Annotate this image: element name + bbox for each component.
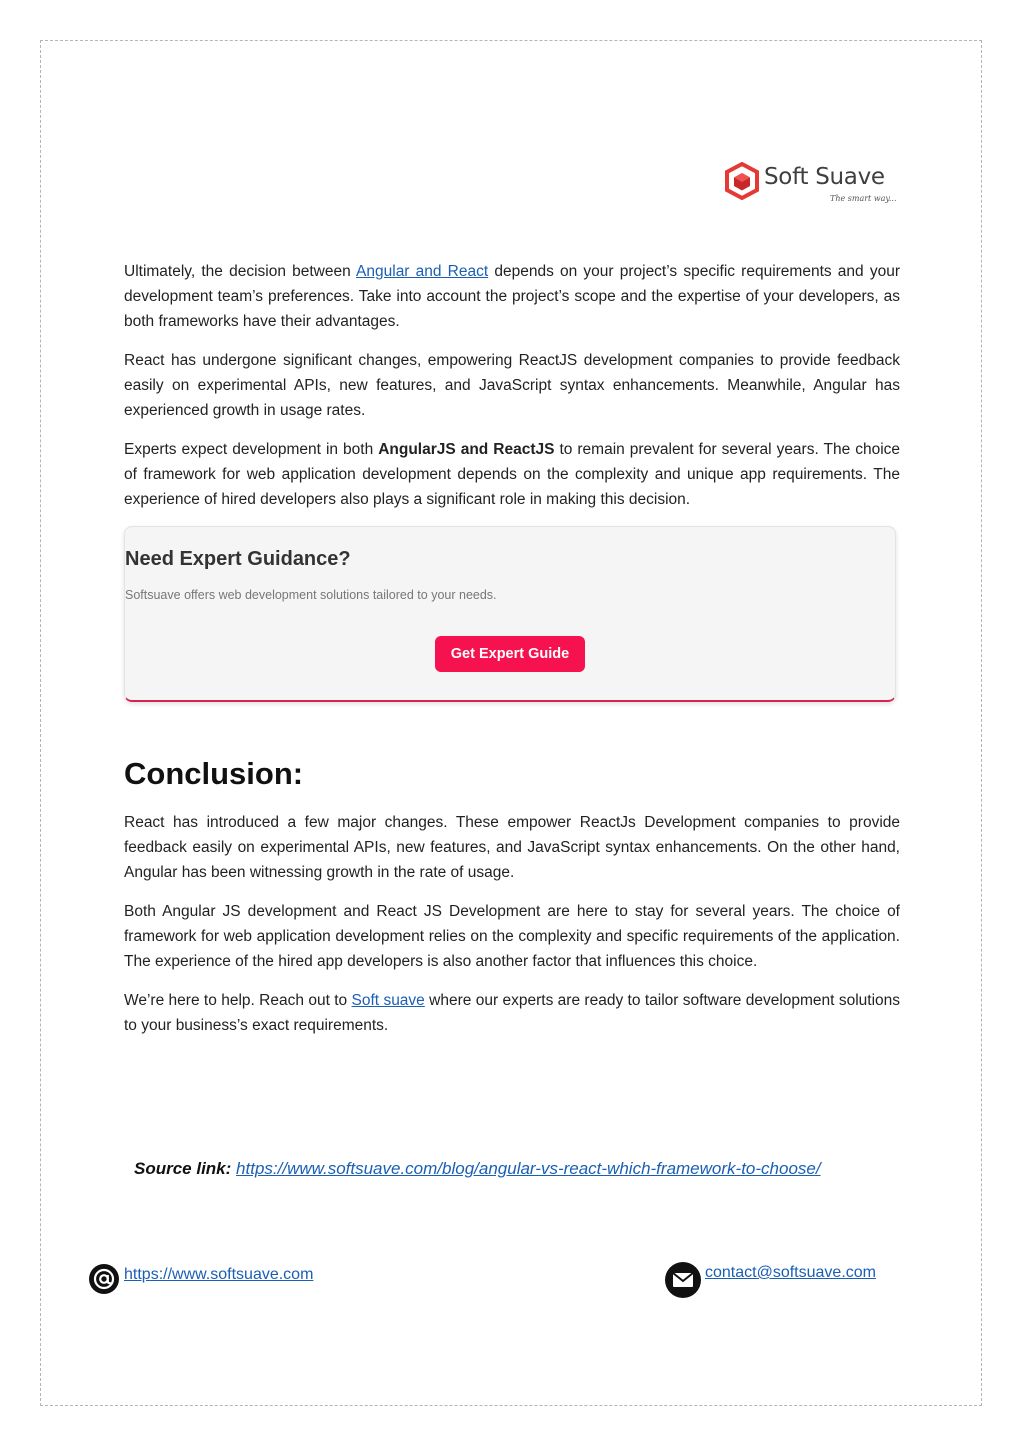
brand-name: Soft Suave [764,164,885,190]
source-link-block [134,1156,854,1182]
conclusion-paragraph-1: React has introduced a few major changes. These empower ReactJs Development companies to provide feedback easily on experimental APIs, new features, and JavaScript syntax enhancements. On the other hand, Angular has been witnessing growth in the rate of usage. [124,814,900,881]
document-body [124,259,900,1052]
conclusion-heading: Conclusion: [124,756,304,791]
get-expert-guide-button[interactable]: Get Expert Guide [435,636,585,672]
at-sign-icon [88,1263,120,1295]
expert-guidance-card [124,526,896,702]
intro-paragraph-1: Ultimately, the decision between Angular and React depends on your project’s specific requirements and your development team’s preferences. Take into account the project’s scope and the expertise of your developers, as both frameworks have their advantages. [124,263,900,330]
brand-tagline: The smart way... [830,194,897,203]
source-url-link[interactable]: https://www.softsuave.com/blog/angular-vs-react-which-framework-to-choose/ [236,1159,821,1178]
cta-subtitle: Softsuave offers web development solutions tailored to your needs. [125,588,497,602]
intro-paragraph-3: Experts expect development in both AngularJS and ReactJS to remain prevalent for several years. The choice of framework for web application development depends on the complexity and unique app requirements. The experience of hired developers also plays a significant role in making this decision. [124,441,901,508]
bold-frameworks: AngularJS and ReactJS [378,441,555,458]
soft-suave-link[interactable]: Soft suave [351,992,425,1009]
angular-react-link[interactable]: Angular and React [356,263,489,280]
soft-suave-logo-icon [724,162,760,200]
source-label: Source link: [134,1159,232,1178]
website-link[interactable]: https://www.softsuave.com [124,1266,314,1283]
conclusion-paragraph-2: Both Angular JS development and React JS Development are here to stay for several years. The choice of framework for web application development relies on the complexity and specific requirements of the application. The experience of the hired app developers is also another factor that influences this choice. [124,903,900,970]
email-link[interactable]: contact@softsuave.com [705,1264,876,1281]
brand-logo [724,160,897,206]
cta-title: Need Expert Guidance? [125,548,351,570]
intro-paragraph-2: React has undergone significant changes, empowering ReactJS development companies to provide feedback easily on experimental APIs, new features, and JavaScript syntax enhancements. Meanwhile, Angular has experienced growth in usage rates. [124,352,900,419]
conclusion-paragraph-3: We’re here to help. Reach out to Soft suave where our experts are ready to tailor software development solutions to your business’s exact requirements. [124,992,900,1034]
envelope-icon [664,1261,702,1299]
